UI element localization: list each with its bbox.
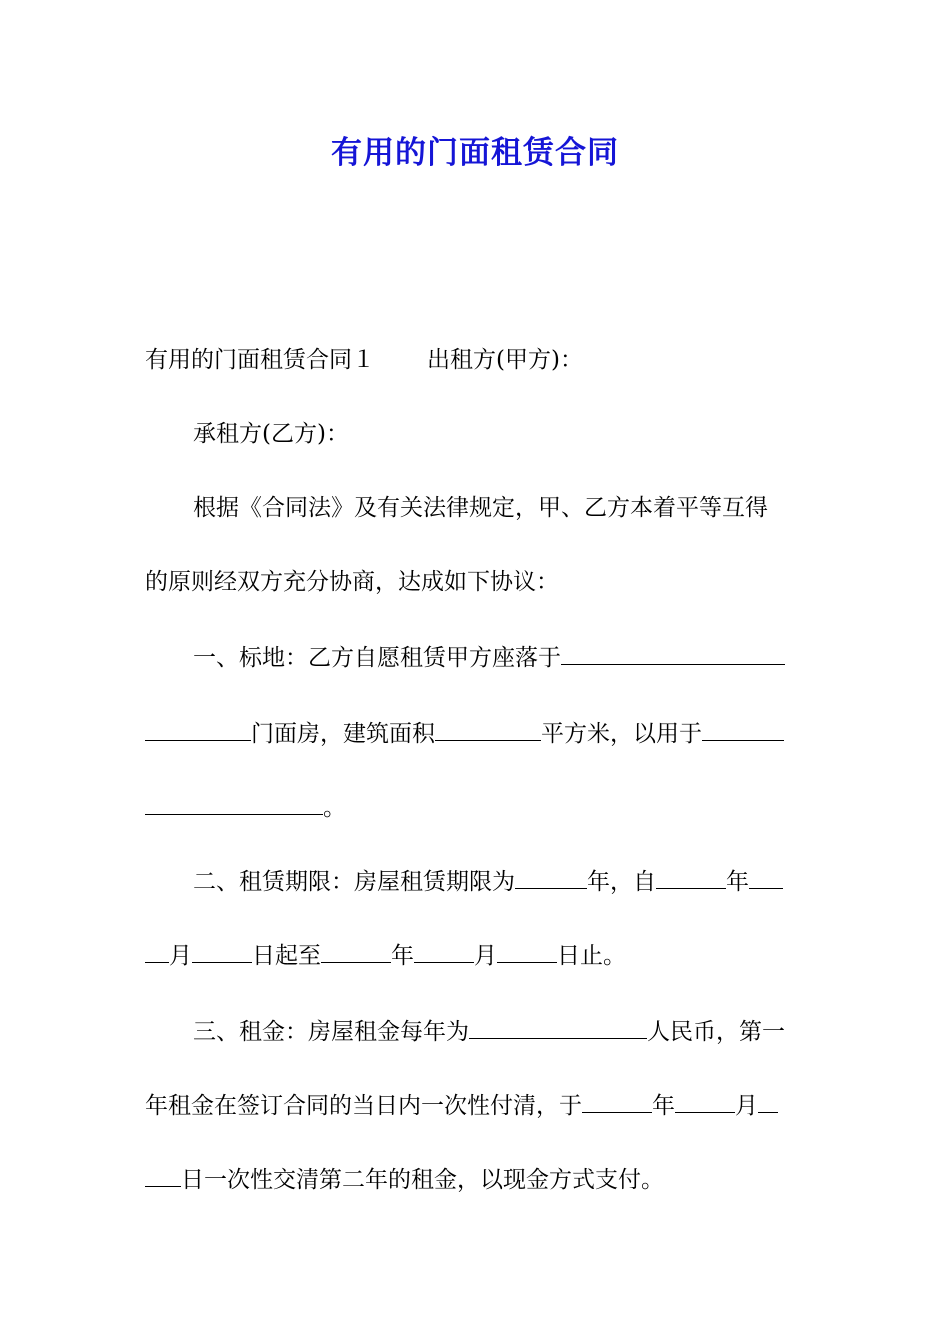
start-day-blank [192, 938, 252, 963]
clause-2-line-2 [145, 938, 825, 974]
pay-month-label: 月 [735, 1093, 758, 1119]
area-blank [435, 716, 541, 741]
start-year-label: 年 [726, 869, 749, 895]
pay-month-blank [675, 1088, 735, 1113]
rent-amount-blank [469, 1014, 647, 1039]
clause-1-text: 一、标地：乙方自愿租赁甲方座落于 [193, 645, 561, 671]
payment-text: 年租金在签订合同的当日内一次性付清，于 [145, 1093, 582, 1119]
pay-day-blank [758, 1088, 778, 1113]
usage-label: 平方米，以用于 [541, 721, 702, 747]
end-year-blank [321, 938, 391, 963]
lessor-label: 出租方(甲方)： [427, 347, 583, 373]
clause-3-line-2 [145, 1088, 825, 1124]
clause-3-line-3 [145, 1162, 825, 1198]
start-year-blank [656, 864, 726, 889]
term-from-label: 年，自 [587, 869, 656, 895]
clause-3-line-1 [193, 1014, 825, 1050]
clause-1-line-2 [145, 716, 825, 752]
clause-2-line-1 [193, 864, 825, 900]
start-month-blank [749, 864, 783, 889]
clause-1-line-1 [193, 640, 825, 676]
start-month-blank-cont [145, 938, 169, 963]
pay-day-blank-cont [145, 1162, 181, 1187]
lessee-label: 承租方(乙方)： [193, 421, 349, 447]
end-day-label: 日止。 [557, 943, 626, 969]
pay-year-label: 年 [652, 1093, 675, 1119]
clause-1-line-3 [145, 790, 825, 826]
clause-3-text: 三、租金：房屋租金每年为 [193, 1019, 469, 1045]
end-month-label: 月 [474, 943, 497, 969]
clause-1-end: 。 [323, 795, 346, 821]
payment-method-text: 日一次性交清第二年的租金，以现金方式支付。 [181, 1167, 664, 1193]
currency-label: 人民币，第一 [647, 1019, 785, 1045]
pay-year-blank [582, 1088, 652, 1113]
end-month-blank [414, 938, 474, 963]
document-title: 有用的门面租赁合同 [331, 135, 619, 171]
location-blank-cont [145, 716, 251, 741]
contract-heading: 有用的门面租赁合同１ [145, 347, 375, 373]
preamble-line-1: 根据《合同法》及有关法律规定，甲、乙方本着平等互得 [193, 495, 768, 521]
clause-2-text: 二、租赁期限：房屋租赁期限为 [193, 869, 515, 895]
location-blank [561, 640, 785, 665]
start-day-label: 日起至 [252, 943, 321, 969]
end-day-blank [497, 938, 557, 963]
end-year-label: 年 [391, 943, 414, 969]
usage-blank [702, 716, 784, 741]
storefront-area-label: 门面房，建筑面积 [251, 721, 435, 747]
term-years-blank [515, 864, 587, 889]
paragraph-line-1 [145, 342, 825, 378]
usage-blank-cont [145, 790, 323, 815]
preamble-line-2: 的原则经双方充分协商，达成如下协议： [145, 569, 559, 595]
start-month-label: 月 [169, 943, 192, 969]
